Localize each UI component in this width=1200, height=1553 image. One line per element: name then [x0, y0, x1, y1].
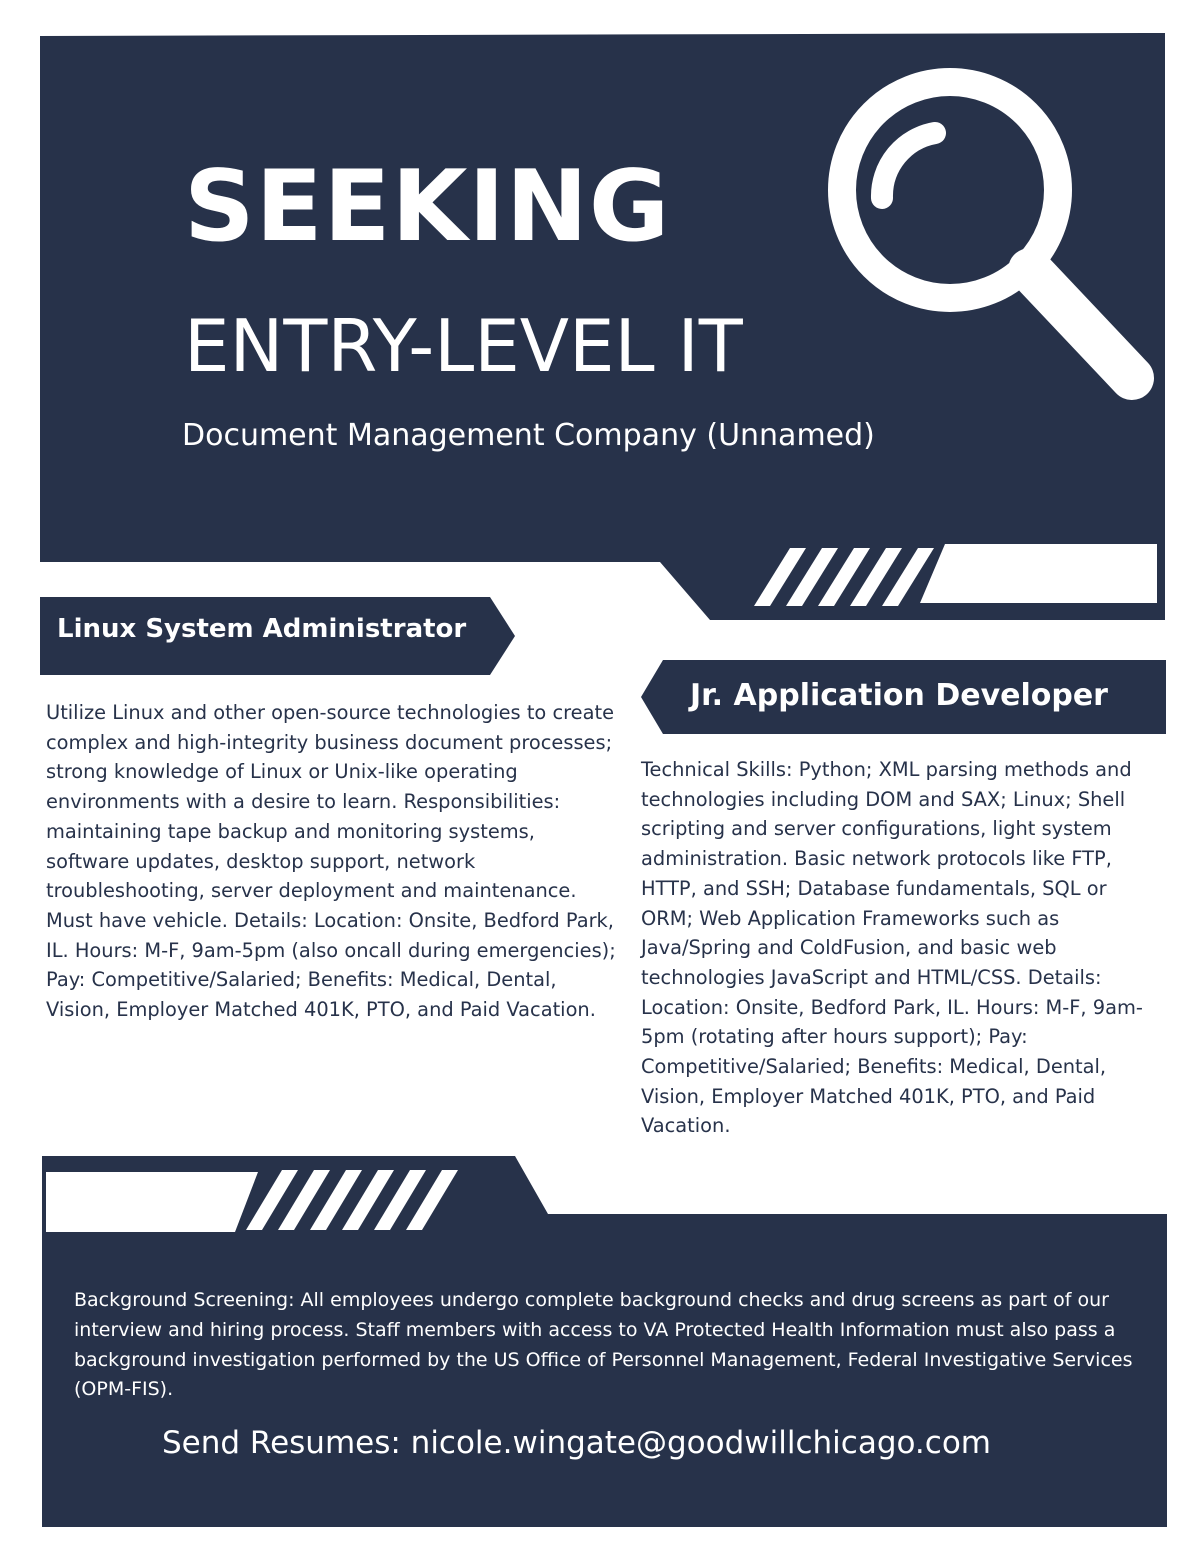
- subheadline: ENTRY-LEVEL IT: [184, 304, 743, 388]
- position-description-app-developer: Technical Skills: Python; XML parsing methods and technologies including DOM and SAX; Linux; Shell scripting and server configurations, light system administration. Basic network protocols like FTP, HTTP, and SSH; Database fundamentals, SQL or ORM; Web Application Frameworks such as Java/Spring and ColdFusion, and basic web technologies JavaScript and HTML/CSS. Details: Location: Onsite, Bedford Park, IL. Hours: M-F, 9am-5pm (rotating after hours support); Pay: Competitive/Salaried; Benefits: Medical, Dental, Vision, Employer Matched 401K, PTO, and Paid Vacation.: [641, 758, 1143, 1138]
- headline: SEEKING: [184, 150, 671, 264]
- header-accent-bar: [920, 544, 1157, 603]
- position-title-app-developer: Jr. Application Developer: [690, 678, 1108, 713]
- footer-accent-bar: [46, 1172, 258, 1232]
- contact-email: Send Resumes: nicole.wingate@goodwillchicago.com: [162, 1425, 991, 1461]
- position-title-linux-admin: Linux System Administrator: [57, 614, 467, 644]
- position-description-linux-admin: Utilize Linux and other open-source technologies to create complex and high-integrity business document processes; strong knowledge of Linux or Unix-like operating environments with a desire to learn. Responsibilities: maintaining tape backup and monitoring systems, software updates, desktop support, network troubleshooting, server deployment and maintenance. Must have vehicle. Details: Location: Onsite, Bedford Park, IL. Hours: M-F, 9am-5pm (also oncall during emergencies); Pay: Competitive/Salaried; Benefits: Medical, Dental, Vision, Employer Matched 401K, PTO, and Paid Vacation.: [46, 701, 616, 1022]
- company-name: Document Management Company (Unnamed): [182, 418, 875, 453]
- background-screening-text: Background Screening: All employees undergo complete background checks and drug screens as part of our interview and hiring process. Staff members with access to VA Protected Health Information must also pass a background investigation performed by the US Office of Personnel Management, Federal Investigative Services (OPM-FIS).: [74, 1289, 1133, 1401]
